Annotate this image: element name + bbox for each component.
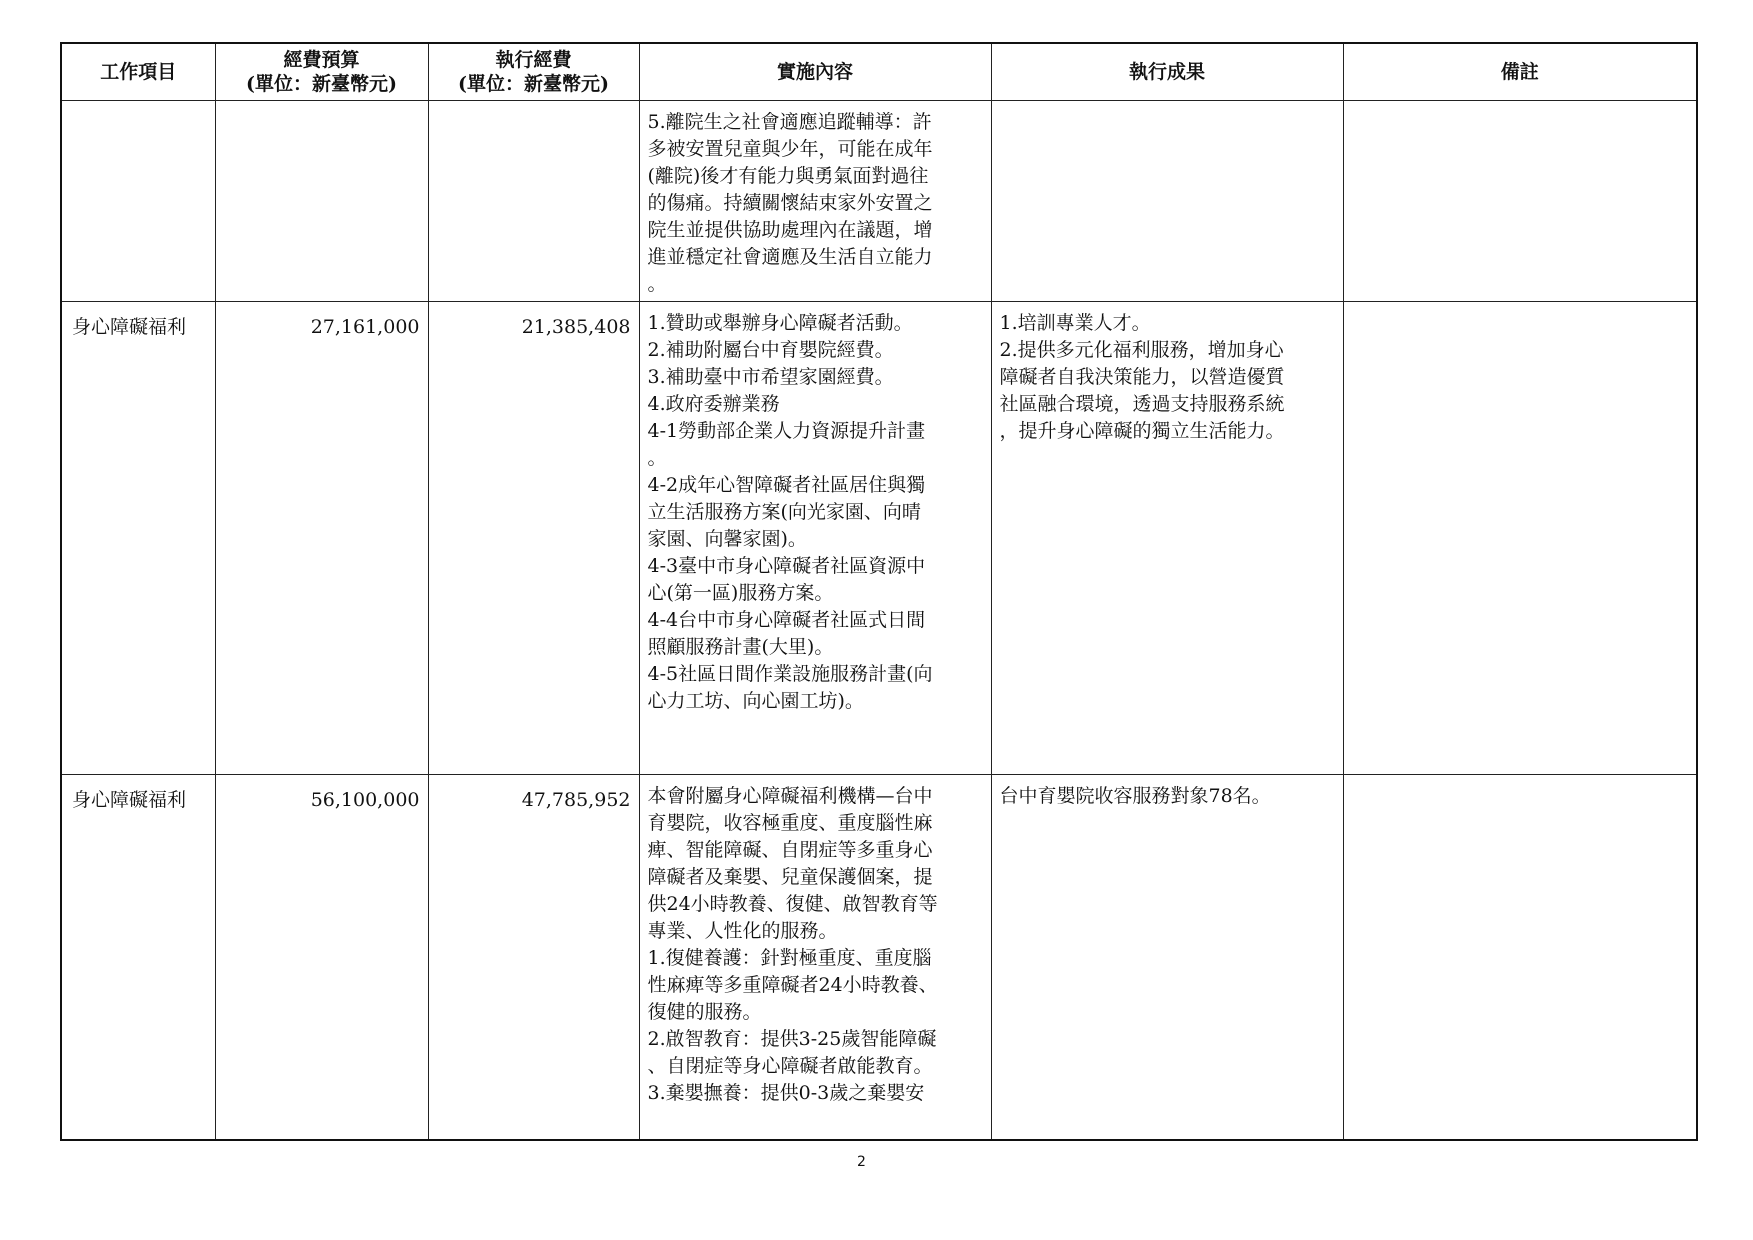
cell-content: 1.贊助或舉辦身心障礙者活動。 2.補助附屬台中育嬰院經費。 3.補助臺中市希望家園經費。 4.政府委辦業務 4-1勞動部企業人力資源提升計畫 。 4-2成年心智障礙者社區居住與獨 立生活服務方案(向光家園、向晴 家園、向馨家園)。 4-3臺中市身心障礙者社區資源中 心(第一區)服務方案。 4-4台中市身心障礙者社區式日間 照顧服務計畫(大里)。 4-5社區日間作業設施服務計畫(向 心力工坊、向心園工坊)。 (639, 302, 991, 775)
cell-note (1343, 101, 1697, 302)
cell-budget: 27,161,000 (215, 302, 428, 775)
cell-result: 1.培訓專業人才。 2.提供多元化福利服務，增加身心 障礙者自我決策能力，以營造優質 社區融合環境，透過支持服務系統 ，提升身心障礙的獨立生活能力。 (991, 302, 1343, 775)
cell-note (1343, 775, 1697, 1141)
cell-spent: 21,385,408 (428, 302, 639, 775)
cell-content: 5.離院生之社會適應追蹤輔導：許 多被安置兒童與少年，可能在成年 (離院)後才有能力與勇氣面對過往 的傷痛。持續關懷結束家外安置之 院生並提供協助處理內在議題，增 進並穩定社會適應及生活自立能力 。 (639, 101, 991, 302)
report-table (60, 42, 1698, 1141)
cell-result: 台中育嬰院收容服務對象78名。 (991, 775, 1343, 1141)
cell-budget: 56,100,000 (215, 775, 428, 1141)
cell-spent (428, 101, 639, 302)
header-note: 備註 (1343, 43, 1697, 101)
header-budget: 經費預算 (單位：新臺幣元) (215, 43, 428, 101)
cell-note (1343, 302, 1697, 775)
header-work-item: 工作項目 (61, 43, 215, 101)
table-row (61, 302, 1697, 775)
cell-item: 身心障礙福利 (61, 775, 215, 1141)
cell-spent: 47,785,952 (428, 775, 639, 1141)
cell-budget (215, 101, 428, 302)
cell-content: 本會附屬身心障礙福利機構—台中 育嬰院，收容極重度、重度腦性麻 痺、智能障礙、自閉症等多重身心 障礙者及棄嬰、兒童保護個案，提 供24小時教養、復健、啟智教育等 專業、人性化的服務。 1.復健養護：針對極重度、重度腦 性麻痺等多重障礙者24小時教養、 復健的服務。 2.啟智教育：提供3-25歲智能障礙 、自閉症等身心障礙者啟能教育。 3.棄嬰撫養：提供0-3歲之棄嬰安 (639, 775, 991, 1141)
header-spent: 執行經費 (單位：新臺幣元) (428, 43, 639, 101)
cell-item (61, 101, 215, 302)
header-result: 執行成果 (991, 43, 1343, 101)
table-row (61, 775, 1697, 1141)
table-header-row (61, 43, 1697, 101)
page-number: 2 (857, 1154, 866, 1170)
header-content: 實施內容 (639, 43, 991, 101)
table-row (61, 101, 1697, 302)
cell-result (991, 101, 1343, 302)
cell-item: 身心障礙福利 (61, 302, 215, 775)
